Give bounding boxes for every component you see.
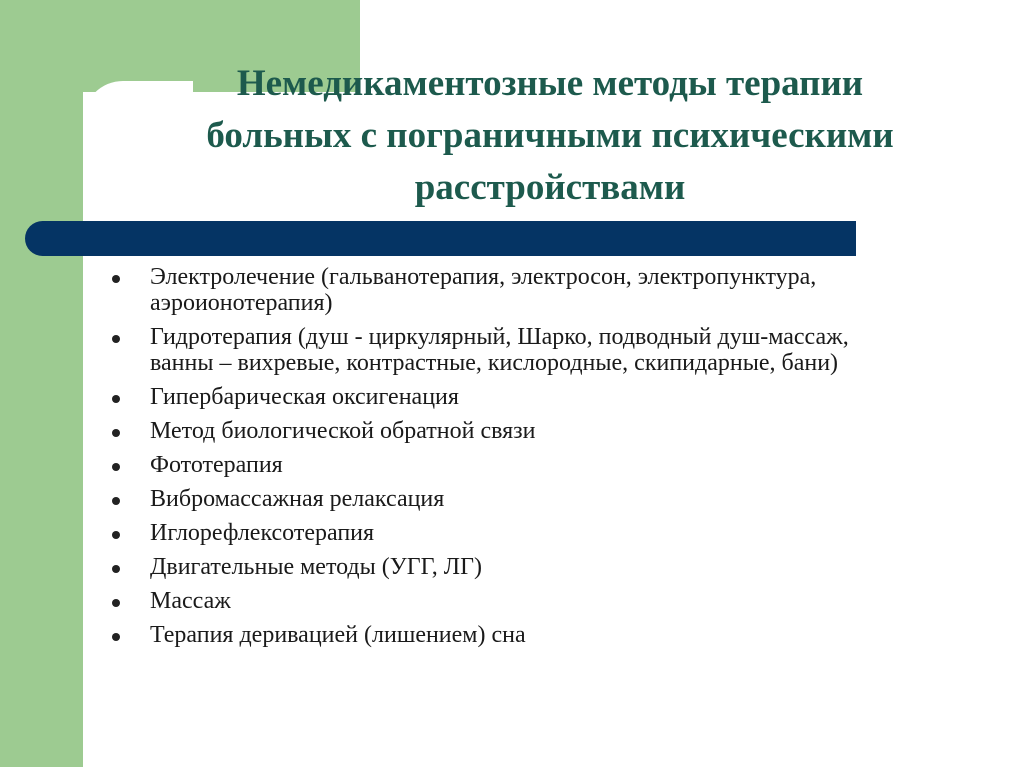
decorative-green-sidebar	[0, 0, 83, 767]
bullet-icon	[112, 531, 120, 539]
list-item	[112, 520, 992, 546]
list-item-text: Гипербарическая оксигенация	[150, 384, 459, 410]
decorative-title-underline-bar	[25, 221, 856, 256]
bullet-icon	[112, 633, 120, 641]
slide-title: Немедикаментозные методы терапии больных с пограничными психическими расстройствами	[206, 63, 894, 208]
list-item	[112, 622, 992, 648]
list-item-text: Фототерапия	[150, 452, 283, 478]
bullet-icon	[112, 463, 120, 471]
list-item	[112, 418, 992, 444]
list-item-text: Двигательные методы (УГГ, ЛГ)	[150, 554, 482, 580]
list-item-text: Электролечение (гальванотерапия, электросон, электропунктура, аэроионотерапия)	[150, 264, 817, 316]
list-item	[112, 384, 992, 410]
bullet-icon	[112, 565, 120, 573]
list-item-text: Иглорефлексотерапия	[150, 520, 375, 546]
list-item-text: Массаж	[150, 588, 231, 614]
bullet-icon	[112, 429, 120, 437]
list-item	[112, 452, 992, 478]
list-item	[112, 324, 992, 376]
list-item	[112, 486, 992, 512]
bullet-icon	[112, 275, 120, 283]
list-item-text: Гидротерапия (душ - циркулярный, Шарко, подводный душ-массаж, ванны – вихревые, контрастные, кислородные, скипидарные, бани)	[150, 324, 849, 376]
bullet-icon	[112, 599, 120, 607]
bullet-icon	[112, 497, 120, 505]
list-item-text: Терапия деривацией (лишением) сна	[150, 622, 526, 648]
list-item-text: Метод биологической обратной связи	[150, 418, 536, 444]
list-item	[112, 264, 992, 316]
list-item-text: Вибромассажная релаксация	[150, 486, 445, 512]
list-item	[112, 588, 992, 614]
bullet-icon	[112, 335, 120, 343]
bullet-list	[112, 264, 992, 656]
list-item	[112, 554, 992, 580]
bullet-icon	[112, 395, 120, 403]
